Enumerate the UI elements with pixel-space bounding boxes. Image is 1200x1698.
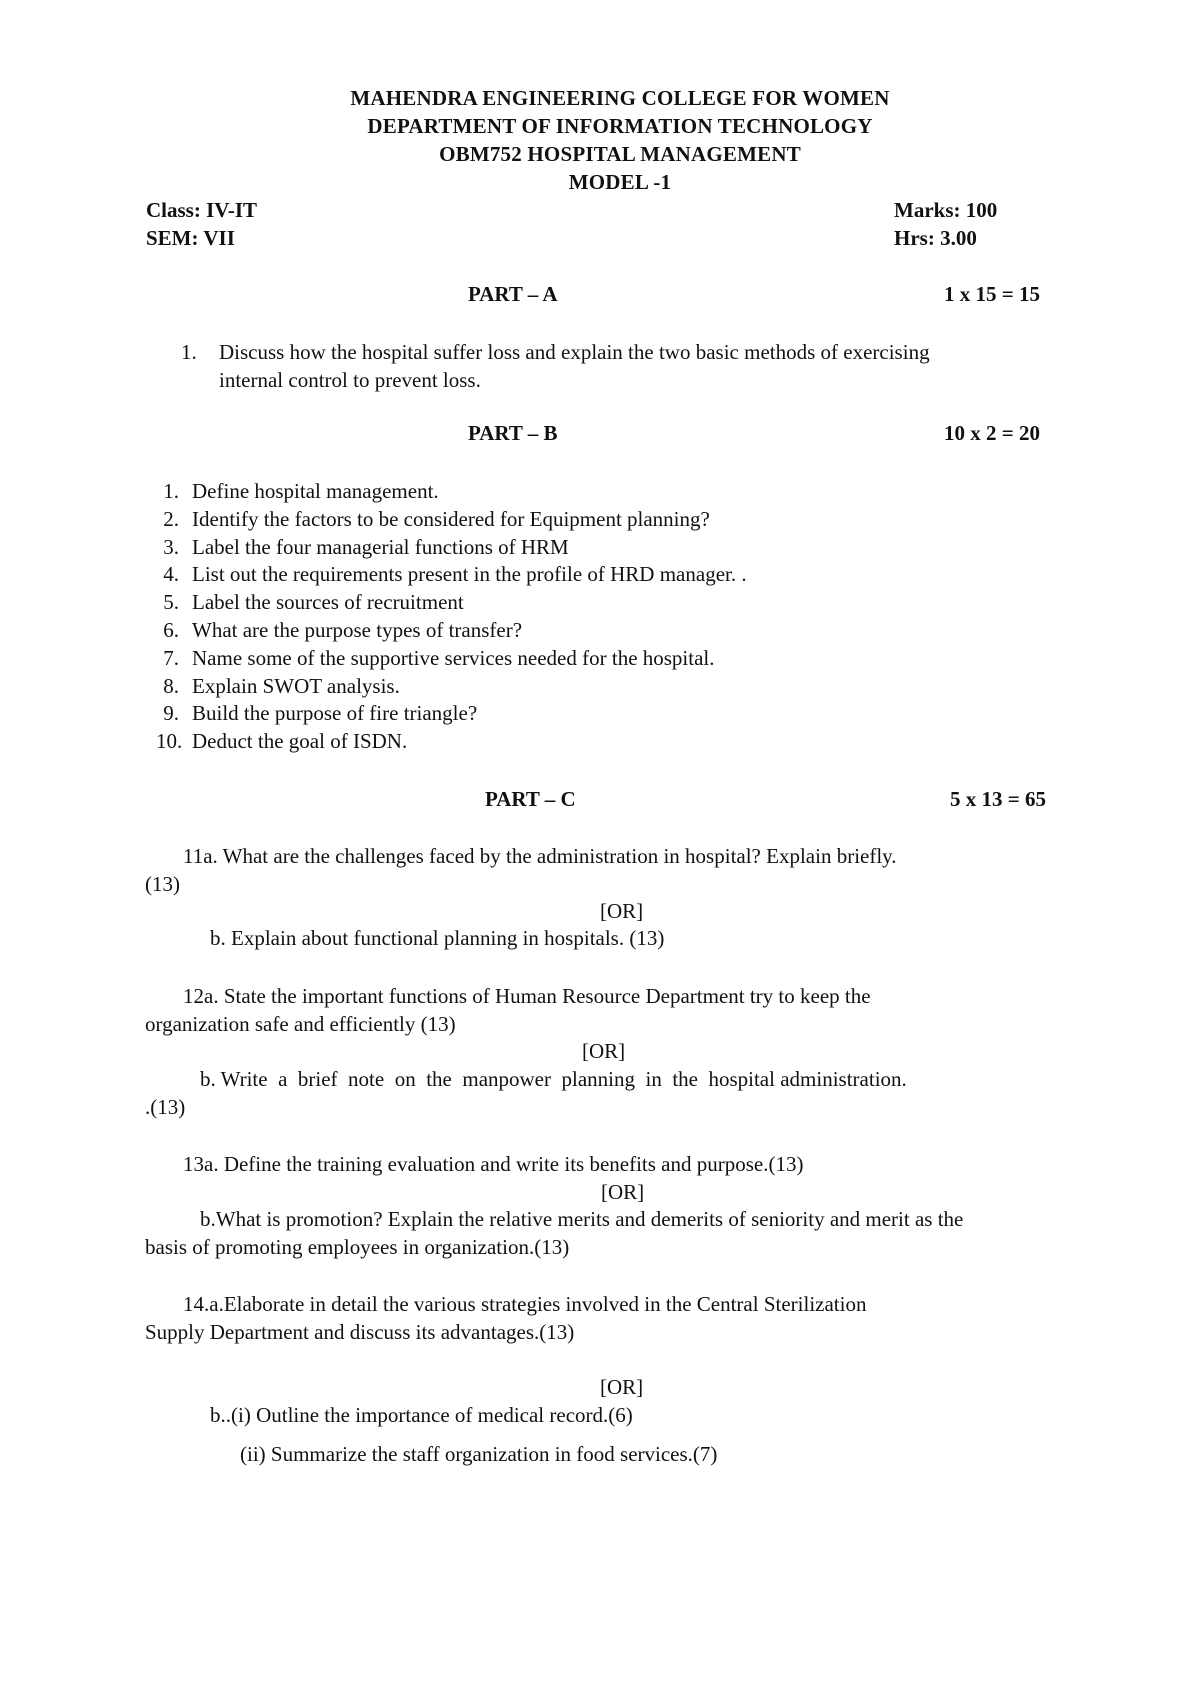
list-item: 7. Name some of the supportive services needed for the hospital. (163, 645, 715, 670)
q12a-line1: 12a. State the important functions of Human Resource Department try to keep the (183, 984, 871, 1008)
or-divider: [OR] (600, 1375, 644, 1399)
sem-label: SEM: VII (146, 226, 235, 250)
part-a-question-line1: Discuss how the hospital suffer loss and explain the two basic methods of exercising (219, 340, 930, 364)
part-a-question-number: 1. (181, 340, 197, 364)
q14b-part-i: b..(i) Outline the importance of medical record.(6) (210, 1403, 633, 1427)
part-b-question-list (156, 478, 747, 756)
course-title: OBM752 HOSPITAL MANAGEMENT (439, 142, 801, 166)
q13b-line1: b.What is promotion? Explain the relative merits and demerits of seniority and merit as the (200, 1207, 964, 1231)
hours-label: Hrs: 3.00 (894, 226, 977, 250)
marks-label: Marks: 100 (894, 198, 998, 222)
part-b-marks: 10 x 2 = 20 (944, 421, 1040, 445)
part-a-question-line2: internal control to prevent loss. (219, 368, 481, 392)
q13a: 13a. Define the training evaluation and write its benefits and purpose.(13) (183, 1152, 804, 1176)
q12b-line1: b. Write a brief note on the manpower planning in the hospital administration. (200, 1067, 907, 1091)
part-c-title: PART – C (485, 787, 576, 811)
q13b-line2: basis of promoting employees in organization.(13) (145, 1235, 570, 1259)
list-item: 6. What are the purpose types of transfer? (163, 617, 523, 642)
list-item: 4. List out the requirements present in the profile of HRD manager. . (163, 562, 747, 587)
or-divider: [OR] (582, 1039, 626, 1063)
list-item: 8. Explain SWOT analysis. (163, 673, 400, 698)
q11a-line1: 11a. What are the challenges faced by the administration in hospital? Explain briefly. (183, 844, 897, 868)
or-divider: [OR] (601, 1180, 645, 1204)
q14b-part-ii: (ii) Summarize the staff organization in food services.(7) (240, 1442, 718, 1466)
model-label: MODEL -1 (568, 170, 672, 194)
class-label: Class: IV-IT (146, 198, 258, 222)
part-a-marks: 1 x 15 = 15 (944, 282, 1040, 306)
q14a-line1: 14.a.Elaborate in detail the various strategies involved in the Central Sterilization (183, 1292, 867, 1316)
q11a-line2: (13) (145, 872, 180, 896)
list-item: 10. Deduct the goal of ISDN. (156, 729, 408, 754)
part-a-title: PART – A (468, 282, 558, 306)
list-item: 5. Label the sources of recruitment (163, 590, 464, 615)
part-c-marks: 5 x 13 = 65 (950, 787, 1046, 811)
q12b-line2: .(13) (145, 1095, 186, 1119)
q12a-line2: organization safe and efficiently (13) (145, 1012, 456, 1036)
list-item: 9. Build the purpose of fire triangle? (163, 701, 478, 726)
part-b-title: PART – B (468, 421, 558, 445)
q14a-line2: Supply Department and discuss its advantages.(13) (145, 1320, 575, 1344)
or-divider: [OR] (600, 899, 644, 923)
list-item: 3. Label the four managerial functions of HRM (163, 534, 569, 559)
college-name: MAHENDRA ENGINEERING COLLEGE FOR WOMEN (350, 86, 890, 110)
list-item: 1. Define hospital management. (163, 479, 439, 503)
q11b: b. Explain about functional planning in hospitals. (13) (210, 926, 665, 950)
department-name: DEPARTMENT OF INFORMATION TECHNOLOGY (367, 114, 873, 138)
list-item: 2. Identify the factors to be considered for Equipment planning? (163, 506, 710, 531)
